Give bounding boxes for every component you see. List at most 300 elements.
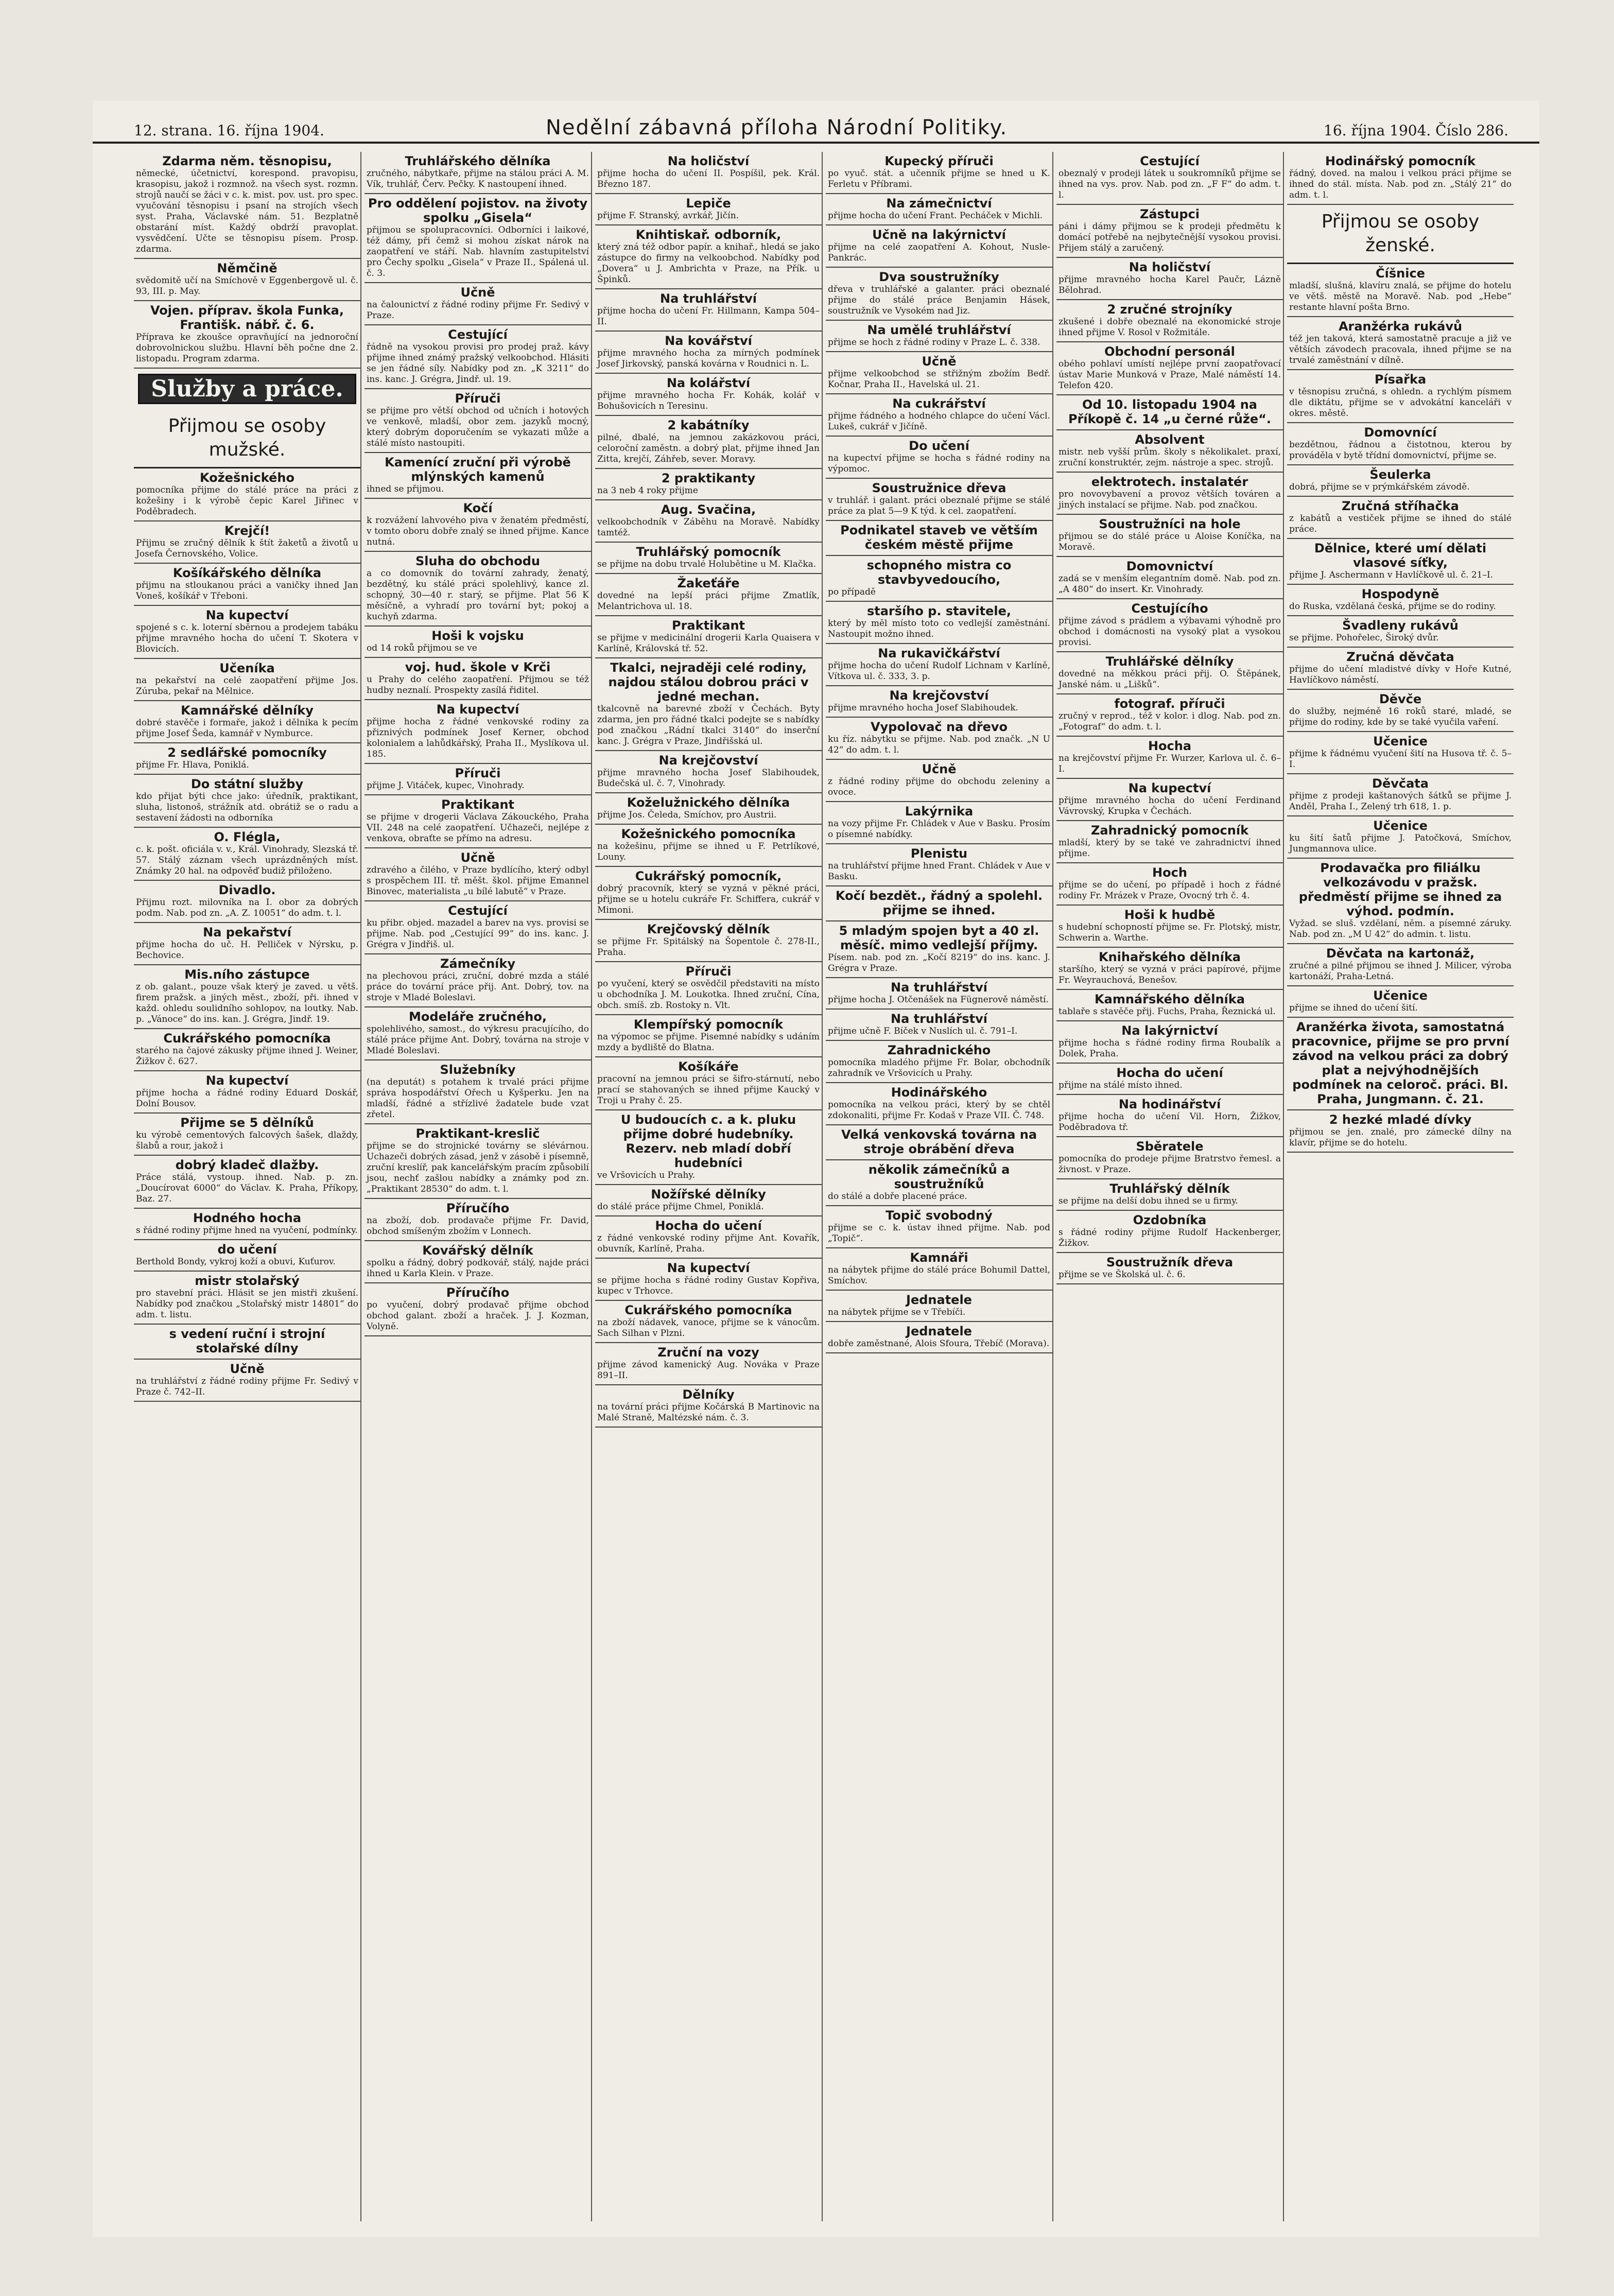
ad-title: Truhlářský pomocník (636, 545, 781, 559)
column-3 (595, 152, 823, 2221)
ad-title: Hodného hocha (193, 1211, 302, 1225)
ad-body: přijme hocha z řádné venkovské rodiny za přiznivých podmínek Josef Kerner, obchod kolonialem a lahůdkářský, Praha II., Myslíkova ul. 185. (367, 717, 589, 759)
ad-title: Truhlářské dělníky (1105, 654, 1234, 669)
ad-body: zadá se v menším elegantním domě. Nab. pod zn. „A 480“ do insert. Kr. Vinohrady. (1058, 573, 1281, 595)
ad-body: přijme mravného hocha za mírných podmínek Josef Jirkovský, panská kovárna v Roudnici n. L. (597, 348, 820, 369)
ad-title: Příruči (455, 766, 501, 780)
classified-ad (595, 332, 822, 374)
classified-ad (365, 389, 591, 453)
classified-ad (595, 1216, 822, 1259)
classified-ad (1287, 690, 1514, 732)
ad-title: Na kupectví (436, 702, 519, 717)
ad-body: ku říz. nábytku se přijme. Nab. pod značk. „N U 42“ do adm. t. l. (828, 734, 1050, 755)
classified-ad (134, 564, 360, 606)
ad-title: Podnikatel staveb ve větším českém městě přijme (840, 523, 1038, 552)
ad-title: Příruči (455, 391, 501, 406)
classified-ad (1287, 732, 1514, 774)
ad-body: dřeva v truhlářské a galanter. práci obeznalé přijme do stálé práce Benjamin Hásek, soustružník ve Vysokém nad Jiz. (828, 284, 1050, 316)
ad-title: Cukrářského pomocníka (624, 1303, 792, 1317)
classified-ad (826, 1041, 1052, 1083)
classified-ad (826, 321, 1052, 352)
ad-body: pracovní na jemnou práci se šifro-stárnutí, nebo prací se stahovaných se ihned přijme Kaucký v Troji u Prahy č. 25. (597, 1074, 820, 1106)
ad-body: dobrý pracovník, který se vyzná v pěkné práci, přijme se u hotelu cukráře Fr. Schiffera, cukrář v Mimoni. (597, 883, 820, 915)
ad-title: Zruční na vozy (657, 1345, 759, 1360)
classified-ad (134, 606, 360, 659)
ad-body: na kupectví přijme se hocha s řádné rodiny na výpomoc. (828, 453, 1050, 474)
classified-ad (1287, 264, 1514, 317)
classified-ad (826, 352, 1052, 394)
ad-title: Soustružníci na hole (1099, 517, 1241, 531)
classified-ad (134, 775, 360, 828)
classified-ad (826, 1010, 1052, 1041)
ad-body: na nábytek přijme do stálé práce Bohumil Dattel, Smíchov. (828, 1265, 1050, 1286)
ad-title: Domovnící (1364, 425, 1437, 440)
ad-title: Tkalci, nejraději celé rodiny, najdou stálou dobrou práci v jedné mechan. (608, 660, 809, 704)
classified-ad (1287, 370, 1514, 423)
classified-ad (595, 574, 822, 616)
classified-ad (1287, 859, 1514, 944)
ad-title: Příručího (446, 1285, 510, 1300)
ad-title: Děvčata na kartonáž, (1326, 946, 1475, 961)
classified-ad (595, 1185, 822, 1216)
ad-body: německé, účetnictví, korespond. pravopisu, krasopisu, jakož i rozmnož. na všech syst. rozmn. strojů naučí se žáci v c. k. mist. pov. ust. pro spec. vyučování těsnopisu i psaní na strojích všech syst. Praha, Václavské nám. 51. Bezplatně obstarání míst. Každý obdrží pravoplat. vysvědčení. Učte se těsnopisu písem. Prosp. zdarma. (136, 168, 359, 254)
ad-body: přijme hocha do uč. H. Pelliček v Nýrsku, p. Bechovice. (136, 940, 358, 961)
classified-ad (134, 468, 360, 521)
ad-title: Přijme se 5 dělníků (180, 1116, 314, 1130)
ad-title: Sluha do obchodu (415, 554, 540, 568)
ad-title: Učně (230, 1362, 265, 1376)
classified-ad (134, 521, 360, 564)
classified-ad (365, 795, 591, 848)
classified-ad (826, 978, 1052, 1010)
ad-body: do Ruska, vzdělaná česká, přijme se do rodiny. (1289, 601, 1496, 612)
ad-title: Hoši k hudbě (1124, 908, 1216, 922)
ad-title: Kamnáři (910, 1250, 968, 1265)
ad-title: Hocha do učení (655, 1219, 762, 1233)
ad-body: c. k. pošt. oficiála v. v., Král. Vinohrady, Slezská tř. 57. Stálý záznam všech uprázdněných míst. Známky 20 hal. na odpověď budiž přiloženo. (136, 844, 358, 876)
classified-ad (826, 886, 1052, 921)
ad-body: mistr. neb vyšší prům. školy s několikalet. praxí, zruční konstruktér, zejm. nástroje a spec. strojů. (1058, 447, 1281, 468)
ad-title: Cukrářský pomocník, (635, 869, 782, 883)
ad-title: 2 praktikanty (661, 471, 756, 485)
ad-body: starého na čajové zákusky přijme ihned J. Weiner, Žižkov č. 627. (136, 1046, 358, 1067)
ad-title: Na kolářství (666, 376, 751, 390)
classified-ad (1056, 1021, 1283, 1064)
ad-body: Práce stálá, vystoup. ihned. Nab. p. zn. „Doucírovat 6000“ do Václav. K. Praha, Příkopy, Baz. 27. (136, 1172, 358, 1204)
ad-body: s hudební schopností přijme se. Fr. Plotský, mistr, Schwerin a. Warthe. (1058, 922, 1281, 943)
ad-body: svědomitě učí na Smíchově v Eggenbergově ul. č. 93, III. p. May. (136, 275, 358, 297)
ad-title: Učenice (1373, 819, 1428, 833)
ad-body: přijme Jos. Čeleda, Smíchov, pro Austrii. (597, 810, 777, 820)
classified-ad (826, 718, 1052, 760)
ad-body: přijme se ihned do učení šití. (1289, 1003, 1418, 1013)
ad-body: staršího, který se vyzná v práci papírové, přijme Fr. Weyrauchová, Benešov. (1058, 964, 1281, 985)
ad-title: 5 mladým spojen byt a 40 zl. měsíč. mimo vedlejší příjmy. (839, 924, 1039, 952)
ad-title: Aug. Svačina, (661, 502, 756, 517)
classified-ad (595, 1110, 822, 1185)
classified-ad (1056, 342, 1283, 395)
classified-ad (826, 1125, 1052, 1160)
classified-ad (826, 1160, 1052, 1206)
classified-ad (365, 901, 591, 954)
classified-ad (134, 881, 360, 923)
column-1 (134, 152, 361, 2221)
classified-ad (365, 1199, 591, 1241)
ad-body: z řádné rodiny přijme do obchodu zeleniny a ovoce. (828, 776, 1050, 797)
ad-title: Hocha do učení (1116, 1066, 1223, 1080)
classified-ad (1287, 497, 1514, 539)
ad-title: Učně (922, 762, 957, 776)
classified-ad (1056, 1253, 1283, 1284)
ad-title: Do státní služby (190, 777, 304, 791)
ad-body: na zboží nádavek, vanoce, přijme se k vánocům. Sach Silhan v Plzni. (597, 1317, 820, 1338)
ad-body: přijme na celé zaopatření A. Kohout, Nusle-Pankrác. (828, 242, 1050, 263)
ad-body: Přijmu se zručný dělník k štít žaketů a životů u Josefa Černovského, Volice. (136, 538, 358, 559)
ad-title: Cestující (448, 903, 508, 918)
ad-title: Koželužnického dělníka (627, 795, 790, 810)
header-left: 12. strana. 16. října 1904. (134, 122, 324, 139)
classified-ad (134, 301, 360, 369)
ad-title: Kamnářské dělníky (181, 703, 314, 718)
classified-ad (595, 1343, 822, 1385)
ad-body: ku přibr. objed. mazadel a barev na vys. provisi se přijme. Nab. pod „Cestující 99“ do ins. kanc. J. Grégra v Jindřiš. ul. (367, 918, 589, 950)
column-2 (365, 152, 592, 2221)
ad-title: Zručná stříhačka (1342, 499, 1459, 513)
ad-body: mladší, slušná, klavíru znalá, se přijme do hotelu ve větš. městě na Moravě. Nab. pod „Hebe“ restante hlavní pošta Brno. (1289, 281, 1512, 312)
classified-ad (826, 556, 1052, 602)
classified-ad (595, 1259, 822, 1301)
ad-title: voj. hud. škole v Krči (405, 660, 551, 674)
ad-body: dovedné na lepší práci přijme Zmatlík, Melantrichova ul. 18. (597, 590, 820, 612)
ad-body: zručný v reprod., též v kolor. i dlog. Nab. pod zn. „Fotograf“ do adm. t. l. (1058, 711, 1281, 732)
ad-body: na truhlářství přijme hned Frant. Chládek v Aue v Basku. (828, 861, 1050, 882)
ad-title: mistr stolařský (195, 1274, 300, 1288)
ad-title: Cestující (1140, 154, 1200, 168)
classified-ad (1056, 652, 1283, 694)
ad-body: se přijme na dobu trvalé Holubětine u M. Klačka. (597, 559, 817, 569)
classified-ad (826, 1083, 1052, 1125)
ad-title: Praktikant (672, 618, 745, 633)
ad-title: Knihtiskař. odborník, (635, 228, 782, 242)
classified-ad (1056, 300, 1283, 342)
ad-body: přijme se do učení, po případě i hoch z řádné rodiny Fr. Mrázek v Praze, Ovocný trh č. 4. (1058, 880, 1281, 901)
ad-body: řádně na vysokou provisi pro prodej praž. kávy přijme ihned známý pražský velkoobchod. Hlásiti se jen řádné síly. Nabídky pod zn. „K 3211“ do ins. kanc. J. Grégra, Jindř. ul. 19. (367, 342, 589, 385)
ad-title: staršího p. stavitele, (866, 604, 1012, 618)
ad-title: Lepiče (686, 196, 731, 211)
classified-ad (365, 552, 591, 627)
ad-title: Číšnice (1376, 266, 1425, 281)
ad-body: který zná též odbor papír. a knihař., hledá se jako zástupce do firmy na velkoobchod. Nabídky pod „Dovera“ u J. Ambrichta v Praze, na Přík. u Špinků. (597, 242, 820, 285)
ad-title: Učeníka (219, 661, 275, 675)
classified-ad (595, 543, 822, 574)
ad-body: dobrá, přijme se v prýmkářském závodě. (1289, 482, 1470, 492)
classified-ad (365, 658, 591, 700)
ad-title: Cestujícího (1131, 601, 1208, 616)
ad-title: Dělnice, které umí dělati vlasové síťky, (1314, 541, 1487, 570)
classified-ad (1056, 205, 1283, 258)
ad-body: přijme mravného hocha Karel Paučr, Lázně Bělohrad. (1058, 274, 1281, 295)
ad-body: s řádné rodiny přijme hned na vyučení, podmínky. (136, 1225, 358, 1236)
ad-title: Dva soustružníky (879, 270, 999, 284)
classified-ad (826, 225, 1052, 268)
ad-title: Na hodinářství (1118, 1097, 1221, 1111)
ad-body: se přijme v drogerii Václava Zákouckého, Praha VII. 248 na celé zaopatření. Učhazeči, nejlépe z venkova, obraťte se přímo na adresu. (367, 812, 589, 844)
ad-body: Berthold Bondy, vykroj koží a obuvi, Kuťurov. (136, 1257, 336, 1267)
ad-body: řádný, doved. na malou i velkou práci přijme se ihned do stál. místa. Nab. pod zn. „Stálý 21“ do adm. t. l. (1289, 168, 1512, 200)
ad-body: přijme hocha do učení Rudolf Lichnam v Karlíně, Vítkova ul. č. 333, 3. p. (828, 660, 1050, 682)
ad-title: Němčině (217, 261, 277, 275)
ad-body: ihned se přijmou. (367, 484, 444, 494)
ad-title: Sběratele (1136, 1139, 1204, 1154)
classified-ad (1287, 585, 1514, 616)
classified-ad (365, 627, 591, 658)
ad-title: Velká venkovská továrna na stroje obrábění dřeva (841, 1127, 1037, 1156)
ad-title: 2 hezké mladé dívky (1329, 1112, 1472, 1127)
ad-title: Příruči (685, 964, 732, 979)
ad-title: Jednatele (906, 1293, 972, 1307)
ad-body: (na deputát) s potahem k trvalé práci přijme správa hospodářství Ořech u Kyšperku. Jen na mladší, řádné a střízlivé žadatele bude vzat zřetel. (367, 1077, 589, 1120)
ad-body: přijmou se do stálé práce u Aloise Koníčka, na Moravě. (1058, 531, 1281, 552)
classified-ad (1287, 539, 1514, 585)
ad-title: Písařka (1374, 372, 1427, 387)
ad-body: u Prahy do celého zaopatření. Přijmou se též hudby neznalí. Prospekty zasílá řiditel. (367, 674, 589, 695)
ad-body: Příprava ke zkoušce opravňující na jednoroční dobrovolnickou službu. Hlavní běh počne dne 2. listopadu. Program zdarma. (136, 332, 358, 364)
ad-title: Aranžérka života, samostatná pracovnice, přijme se pro první závod na velkou práci za dobrý plat a nejvýhodnějších podmínek na celoroč. práci. Bl. Praha, Jungmann. č. 21. (1291, 1020, 1509, 1106)
ad-body: pomocníka mladého přijme Fr. Bolar, obchodník zahradník ve Vršovicích u Prahy. (828, 1057, 1050, 1079)
ad-body: se přijme v medicinální drogerii Karla Quaisera v Karlíně, Královská tř. 52. (597, 633, 820, 654)
ad-body: do stálé a dobře placené práce. (828, 1191, 967, 1202)
ad-title: několik zámečníků a soustružníků (868, 1162, 1010, 1191)
classified-ad (826, 686, 1052, 718)
classified-ad (595, 416, 822, 469)
classified-ad (826, 644, 1052, 686)
ad-title: Od 10. listopadu 1904 na Příkopě č. 14 „u černé růže“. (1068, 397, 1272, 426)
ad-body: pomocníka do prodeje přijme Bratrstvo řemesl. a živnost. v Praze. (1058, 1154, 1281, 1175)
ad-title: 2 zručné strojníky (1107, 302, 1233, 317)
ad-title: Na kupectví (1128, 781, 1211, 795)
ad-title: Nožířské dělníky (651, 1187, 766, 1202)
classified-ad (595, 793, 822, 825)
ad-body: mladší, který by se také ve zahradnictví ihned přijme. (1058, 838, 1281, 859)
ad-body: pomocníka přijme do stálé práce na práci z kožešiny i k výrobě čepic Karel Jiřinec v Poděbradech. (136, 485, 358, 517)
ad-body: zručné a pilné přijmou se ihned J. Milicer, výroba kartonáží, Praha-Letná. (1289, 961, 1512, 982)
ad-title: Kožešnického (200, 471, 294, 485)
ad-title: Na truhlářství (890, 1012, 987, 1026)
ad-body: po případě (828, 587, 876, 597)
classified-ad (1287, 986, 1514, 1018)
classified-ad (826, 1291, 1052, 1322)
classified-ad (365, 1283, 591, 1336)
ad-body: zručného, nábytkaře, přijme na stálou práci A. M. Vík, truhlář, Červ. Pečky. K nastoupení ihned. (367, 168, 589, 189)
ad-title: Topič svobodný (886, 1208, 993, 1223)
ad-body: zkušené i dobře obeznalé na ekonomické stroje ihned přijme V. Rosol v Rožmitále. (1058, 317, 1281, 338)
ad-title: Na kovářství (665, 334, 752, 348)
classified-ad (134, 1071, 360, 1114)
ad-title: Učenice (1373, 734, 1428, 749)
ad-body: tablaře s stavěče přij. Fuchs, Praha, Řeznická ul. (1058, 1006, 1276, 1017)
ad-title: 2 sedlářské pomocníky (167, 745, 327, 760)
ad-title: Lakýrnika (905, 804, 974, 819)
ad-body: obeznalý v prodeji látek u soukromníků přijme se ihned na vys. prov. Nab. pod zn. „F F“ do adm. t. l. (1058, 168, 1281, 200)
ad-body: přijmou se jen. znalé, pro zámecké dílny na klavír, přijme se do hotelu. (1289, 1127, 1512, 1148)
ad-body: pro novovybavení a provoz větších továren a jiných instalací se přijme. Nab. pod značkou. (1058, 489, 1281, 510)
classified-ad (1056, 1179, 1283, 1211)
classified-ad (1056, 515, 1283, 557)
ad-title: Na pekařství (203, 925, 291, 940)
ad-body: na nábytek přijme se v Třebíči. (828, 1307, 966, 1317)
classified-ad (1056, 152, 1283, 205)
ad-body: přijme k řádnému vyučení šití na Husova tř. č. 5–I. (1289, 749, 1512, 770)
classified-ad (134, 743, 360, 775)
column-5 (1056, 152, 1284, 2221)
ad-body: pilné, dbalé, na jemnou zakázkovou práci, celoroční zaměstn. a dobrý plat, přijme ihned Jan Zitta, krejčí, Záhřeb, sever. Moravy. (597, 432, 820, 464)
ad-body: přijme mravného hocha do učení Ferdinand Vávrovský, Krupka v Čechách. (1058, 795, 1281, 816)
ad-body: dovedné na měkkou práci přij. O. Štěpánek, Janské nám. u „Lišků“. (1058, 669, 1281, 690)
ad-body: přijme F. Stranský, avrkář, Jičín. (597, 211, 739, 221)
classified-ad (826, 437, 1052, 479)
header-title: Nedělní zábavná příloha Národní Politiky. (546, 116, 1008, 140)
ad-body: na vozy přijme Fr. Chládek v Aue v Basku. Prosím o písemné nabídky. (828, 819, 1050, 840)
classified-ad (595, 616, 822, 658)
ad-title: Na holičství (667, 154, 750, 168)
ad-body: na výpomoc se přijme. Pisemné nabídky s udáním mzdy a bydliště do Blatna. (597, 1032, 820, 1053)
classified-ad (134, 828, 360, 881)
classified-ad (1287, 152, 1514, 205)
ad-title: Kupecký příruči (884, 154, 994, 168)
classified-ad (595, 1057, 822, 1110)
ad-title: Zástupci (1139, 207, 1200, 221)
ad-title: Žakeťáře (677, 576, 740, 590)
classified-ad (1287, 774, 1514, 816)
ad-body: do služby, nejméně 16 roků staré, mladé, se přijme do rodiny, kde by se také vyučila vaření. (1289, 706, 1512, 727)
ad-body: z řádné venkovské rodiny přijme Ant. Kovařík, obuvník, Karlíně, Praha. (597, 1233, 820, 1254)
classified-ad (365, 764, 591, 795)
ad-title: Na kupectví (667, 1261, 750, 1275)
classified-ad (595, 500, 822, 543)
classified-ad (826, 602, 1052, 644)
ad-body: přijme se c. k. ústav ihned přijme. Nab. pod „Topič“. (828, 1223, 1050, 1244)
ad-body: též jen taková, která samostatně pracuje a již ve větších závodech pracovala, ihned přijme se na trvalé zaměstnání v dílně. (1289, 334, 1512, 366)
ad-body: přijme závod s prádlem a výbavami výhodně pro obchod i domácnosti na vysoký plat a vysokou provisi. (1058, 616, 1281, 648)
ad-body: přijme hocha s řádné rodiny firma Roubalík a Dolek, Praha. (1058, 1038, 1281, 1059)
classified-ad (1056, 395, 1283, 430)
ad-title: Kočí bezdět., řádný a spolehl. přijme se ihned. (835, 889, 1043, 917)
ad-title: Na krejčovství (889, 688, 989, 703)
ad-title: Košíkáře (678, 1059, 739, 1074)
ad-title: Knihařského dělníka (1099, 950, 1241, 964)
ad-title: Na kupectví (205, 608, 289, 622)
ad-title: Kamenící zruční při výrobě mlýnských kamenů (385, 455, 571, 484)
ad-title: do učení (217, 1242, 277, 1257)
ad-body: Písem. nab. pod zn. „Kočí 8219“ do ins. kanc. J. Grégra v Praze. (828, 952, 1050, 973)
ad-body: na truhlářství z řádné rodiny přijme Fr. Sedivý v Praze č. 742–II. (136, 1376, 358, 1397)
classified-ad (1056, 430, 1283, 473)
classified-ad (365, 848, 591, 901)
ad-title: Zámečníky (440, 956, 516, 971)
classified-ad (826, 268, 1052, 321)
ad-body: páni i dámy přijmou se k prodeji předmětu k domácí potřebě na nejbytečnější vysokou provisi. Přijem stálý a zaručený. (1058, 221, 1281, 253)
ad-title: Hodinářský pomocník (1325, 154, 1476, 168)
ad-title: s vedení ruční i strojní stolařské dílny (169, 1327, 325, 1355)
classified-ad (1056, 1064, 1283, 1095)
classified-ad (365, 1060, 591, 1124)
heading-male-positions: Přijmou se osoby mužské. (134, 409, 360, 468)
ad-title: Učně (922, 354, 957, 369)
classified-ad (1056, 1211, 1283, 1253)
classified-ad (595, 825, 822, 867)
ad-body: přijme velkoobchod se střižným zbožím Bedř. Kočnar, Praha II., Havelská ul. 21. (828, 369, 1050, 390)
classified-ad (1056, 694, 1283, 737)
ad-body: přijme učně F. Bíček v Nuslích ul. č. 791–I. (828, 1026, 1018, 1036)
column-4 (826, 152, 1053, 2221)
ad-title: Zručná děvčata (1346, 650, 1454, 664)
classified-ad (365, 1241, 591, 1283)
classified-ad (826, 194, 1052, 225)
ad-body: na krejčovství přijme Fr. Wurzer, Karlova ul. č. 6–I. (1058, 753, 1281, 774)
ad-body: na čalounictví z řádné rodiny přijme Fr. Sedivý v Praze. (367, 300, 589, 321)
classified-ad (826, 760, 1052, 802)
ad-body: na zboží, dob. prodavače přijme Fr. David, obchod smíšeným zbožím v Lonnech. (367, 1215, 589, 1237)
ad-title: Pro oddělení pojistov. na životy spolku „Gisela“ (368, 196, 588, 225)
ad-title: Kočí (463, 501, 493, 515)
ad-body: po vyuč. stát. a učenník přijme se hned u K. Ferletu v Příbrami. (828, 168, 1050, 189)
classified-ad (1287, 816, 1514, 859)
ad-title: Učně (460, 285, 495, 300)
ad-title: Dělníky (682, 1387, 735, 1402)
ad-title: Hoch (1152, 865, 1187, 880)
ad-body: který by měl místo toto co vedlejší zaměstnání. Nastoupit možno ihned. (828, 618, 1050, 639)
ad-body: se přijme Fr. Spitálský na Šopentole č. 278-II., Praha. (597, 936, 820, 958)
ad-title: Učně (460, 850, 495, 865)
ad-title: Hocha (1148, 739, 1192, 753)
ad-body: přijme Fr. Hlava, Poniklá. (136, 760, 249, 770)
classified-ad (134, 1209, 360, 1240)
header-right: 16. října 1904. Číslo 286. (1324, 122, 1508, 139)
ad-body: přijmou se spolupracovníci. Odborníci i laikové, též dámy, při čemž si mohou získat nárok na zaopatření ve stáří. Nab. hlavním zastupitelství pro Čechy spolku „Gisela“ v Praze II., Spálená ul. č. 3. (367, 225, 589, 279)
ad-title: Na lakýrnictví (1121, 1023, 1218, 1038)
ad-body: přijmu na stloukanou práci a vaničky ihned Jan Voneš, košíkář v Třeboni. (136, 580, 358, 601)
ad-title: Praktikant (441, 797, 514, 812)
ad-title: Vojen. příprav. škola Funka, Františk. nábř. č. 6. (150, 303, 344, 332)
ad-title: Do učení (909, 439, 969, 453)
ad-title: Na zámečnictví (886, 196, 992, 211)
classified-ad (826, 152, 1052, 194)
ad-title: Děvče (1379, 692, 1422, 706)
ad-body: přijme mravného hocha Josef Slabihoudek. (828, 703, 1018, 713)
ad-body: spojené s c. k. loterní sběrnou a prodejem tabáku přijme mravného hocha do učení T. Skotera v Blovicích. (136, 622, 358, 654)
ad-body: v truhlář. i galant. práci obeznalé přijme se stálé práce za plat 5—9 K týd. k cel. zaopatření. (828, 495, 1050, 516)
classified-ad (365, 152, 591, 194)
ad-body: spolku a řádný, dobrý podkovář, stálý, najde práci ihned u Karla Klein. v Praze. (367, 1258, 589, 1279)
classified-ad (826, 1322, 1052, 1353)
classified-ad (826, 1248, 1052, 1291)
classified-ad (1056, 599, 1283, 652)
ad-body: Přijmu rozt. milovníka na I. obor za dobrých podm. Nab. pod zn. „A. Z. 10051“ do adm. t. l. (136, 897, 358, 918)
ad-body: přijme hocha do učení Frant. Pecháček v Michli. (828, 211, 1043, 221)
ad-body: dobře zaměstnané, Alois Sfoura, Třebíč (Morava). (828, 1338, 1050, 1349)
ad-title: Aranžérka rukávů (1338, 319, 1463, 334)
classified-ad (134, 1325, 360, 1360)
classified-ad (1056, 737, 1283, 779)
ad-body: z kabátů a vestiček přijme se ihned do stálé práce. (1289, 513, 1512, 534)
classified-ad (1056, 1095, 1283, 1137)
classified-ad (595, 658, 822, 751)
ad-title: Švadleny rukávů (1342, 618, 1459, 633)
ad-body: přijme mravného hocha Fr. Kohák, kolář v Bohušovicích n Teresinu. (597, 390, 820, 411)
classified-ad (365, 1007, 591, 1060)
ad-title: Na holičství (1129, 260, 1211, 274)
ad-title: Krejčí! (224, 524, 270, 538)
